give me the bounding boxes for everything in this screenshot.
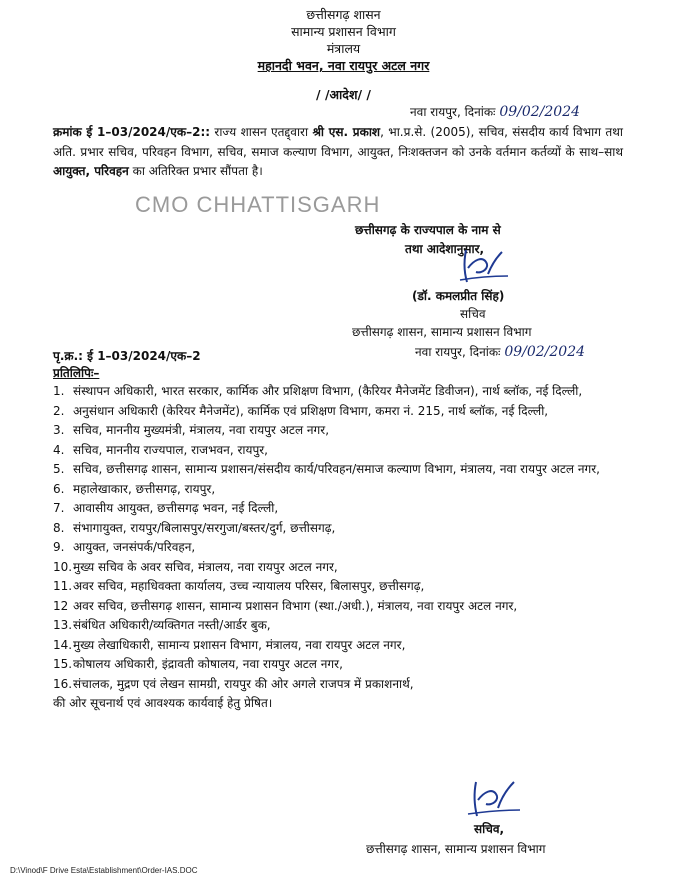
item-text: सचिव, माननीय मुख्यमंत्री, मंत्रालय, नवा रायपुर अटल नगर, [73, 423, 330, 437]
item-text: आवासीय आयुक्त, छत्तीसगढ़ भवन, नई दिल्ली, [73, 501, 279, 515]
item-number: 8. [53, 520, 65, 535]
place-date-prefix: नवा रायपुर, दिनांकः [410, 105, 496, 119]
list-item [53, 636, 623, 656]
item-number: 1. [53, 384, 65, 398]
item-number: 9. [53, 540, 65, 554]
item-number: 14. [53, 637, 73, 652]
watermark: CMO CHHATTISGARH [135, 192, 381, 217]
item-number: 16. [53, 676, 73, 691]
item-number: 5. [53, 462, 65, 476]
list-item [53, 382, 623, 402]
copy-place-date [415, 343, 585, 360]
closing-line: की ओर सूचनार्थ एवं आवश्यक कार्यवाई हेतु प्रेषित। [53, 696, 273, 710]
copy-list [53, 382, 623, 714]
order-text-1: राज्य शासन एतद्द्वारा [214, 125, 309, 139]
list-item [53, 655, 623, 675]
signature-mark [462, 778, 526, 822]
file-path-footer: D:\Vinod\F Drive Esta\Establishment\Order-IAS.DOC [10, 866, 198, 875]
header-government: छत्तीसगढ़ शासन [306, 7, 381, 22]
endorsement-number: पृ.क्र.: ई 1–03/2024/एक–2 [53, 349, 201, 363]
item-text: सचिव, माननीय राज्यपाल, राजभवन, रायपुर, [73, 442, 268, 457]
order-title: / /आदेश/ / [316, 87, 371, 102]
list-item [53, 616, 623, 636]
item-text: मुख्य सचिव के अवर सचिव, मंत्रालय, नवा रायपुर अटल नगर, [73, 559, 338, 574]
header-ministry: मंत्रालय [326, 41, 361, 56]
item-number: 2. [53, 403, 65, 418]
item-text: सचिव, छत्तीसगढ़ शासन, सामान्य प्रशासन/संसदीय कार्य/परिवहन/समाज कल्याण विभाग, मंत्रालय, नवा रायपुर अटल नगर, [73, 462, 600, 476]
list-item [53, 577, 623, 597]
order-place-date [410, 103, 580, 120]
header-address: महानदी भवन, नवा रायपुर अटल नगर [257, 58, 430, 73]
item-text: संस्थापन अधिकारी, भारत सरकार, कार्मिक और प्रशिक्षण विभाग, (कैरियर मैनेजमेंट डिवीजन), नार्थ ब्लॉक, नई दिल्ली, [73, 384, 583, 398]
order-text-2: , भा.प्र.से. (2005), सचिव, संसदीय कार्य विभाग तथा अति. प्रभार सचिव, परिवहन विभाग, सचिव, समाज कल्याण विभाग, आयुक्त, निःशक्तजन को उनके वर्तमान कर्तव्यों के साथ–साथ [53, 125, 623, 159]
list-item [53, 441, 623, 461]
item-text: मुख्य लेखाधिकारी, सामान्य प्रशासन विभाग, मंत्रालय, नवा रायपुर अटल नगर, [73, 637, 406, 652]
list-item [53, 402, 623, 422]
list-item [53, 558, 623, 578]
item-number: 6. [53, 481, 65, 496]
place-date-prefix: नवा रायपुर, दिनांकः [415, 345, 501, 359]
item-text: अवर सचिव, छत्तीसगढ़ शासन, सामान्य प्रशासन विभाग (स्था./अधी.), मंत्रालय, नवा रायपुर अटल नगर, [73, 598, 518, 613]
signatory-department: छत्तीसगढ़ शासन, सामान्य प्रशासन विभाग [352, 325, 532, 339]
item-number: 11. [53, 579, 73, 593]
list-item [53, 460, 623, 480]
item-text: संचालक, मुद्रण एवं लेखन सामग्री, रायपुर की ओर अगले राजपत्र में प्रकाशनार्थ, [73, 676, 414, 691]
officer-name: श्री एस. प्रकाश [312, 125, 381, 139]
list-item [53, 421, 623, 441]
signatory-title: सचिव [460, 307, 486, 321]
order-number: क्रमांक ई 1–03/2024/एक–2:: [53, 125, 211, 139]
item-number: 7. [53, 501, 65, 515]
item-text: महालेखाकार, छत्तीसगढ़, रायपुर, [73, 481, 216, 496]
copy-signatory-department: छत्तीसगढ़ शासन, सामान्य प्रशासन विभाग [366, 842, 546, 856]
header-department: सामान्य प्रशासन विभाग [291, 24, 396, 39]
item-text: अवर सचिव, महाधिवक्ता कार्यालय, उच्च न्यायालय परिसर, बिलासपुर, छत्तीसगढ़, [73, 579, 425, 593]
list-item [53, 519, 623, 539]
order-text-3: का अतिरिक्त प्रभार सौंपता है। [132, 164, 263, 178]
authority-line-1: छत्तीसगढ़ के राज्यपाल के नाम से [355, 223, 501, 237]
item-number: 12 [53, 598, 69, 613]
assigned-post: आयुक्त, परिवहन [53, 164, 129, 178]
item-text: संभागायुक्त, रायपुर/बिलासपुर/सरगुजा/बस्तर/दुर्ग, छत्तीसगढ़, [73, 520, 336, 535]
authority-line-2: तथा आदेशानुसार, [405, 242, 485, 256]
item-text: आयुक्त, जनसंपर्क/परिवहन, [73, 540, 196, 554]
item-text: अनुसंधान अधिकारी (केरियर मैनेजमेंट), कार्मिक एवं प्रशिक्षण विभाग, कमरा नं. 215, नार्थ ब्लॉक, नई दिल्ली, [73, 403, 549, 418]
list-item [53, 480, 623, 500]
item-text: संबंधित अधिकारी/व्यक्तिगत नस्ती/आर्डर बुक, [73, 618, 271, 632]
list-item [53, 675, 623, 695]
handwritten-date: 09/02/2024 [504, 344, 586, 360]
item-number: 4. [53, 442, 65, 457]
list-item [53, 499, 623, 519]
list-item [53, 538, 623, 558]
handwritten-date: 09/02/2024 [499, 104, 581, 120]
list-item [53, 597, 623, 617]
item-number: 3. [53, 423, 65, 437]
item-number: 15. [53, 657, 73, 671]
order-body [53, 123, 623, 182]
copy-heading: प्रतिलिपिः– [53, 366, 100, 380]
item-number: 10. [53, 559, 73, 574]
signatory-name: (डॉ. कमलप्रीत सिंह) [412, 289, 505, 303]
item-text: कोषालय अधिकारी, इंद्रावती कोषालय, नवा रायपुर अटल नगर, [73, 657, 343, 671]
copy-signatory-title: सचिव, [474, 822, 505, 836]
item-number: 13. [53, 618, 73, 632]
signature-mark [452, 246, 516, 288]
